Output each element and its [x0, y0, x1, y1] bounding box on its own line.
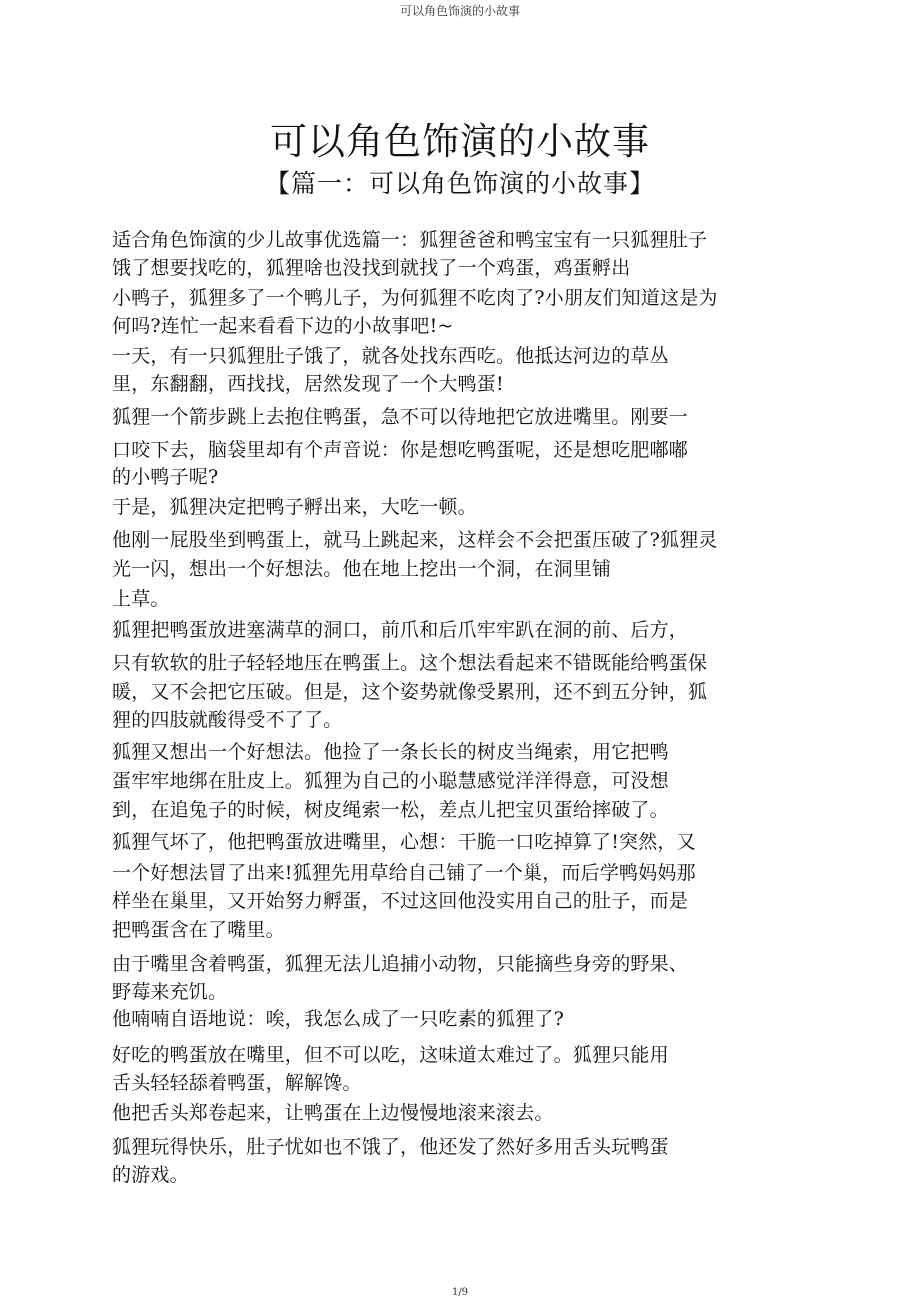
running-header: 可以角色饰演的小故事	[399, 4, 520, 18]
document-subtitle: 【篇一：可以角色饰演的小故事】	[264, 169, 655, 198]
story-line: 的游戏。	[112, 1164, 189, 1186]
story-line: 一天，有一只狐狸肚子饿了，就各处找东西吃。他抵达河边的草丛	[112, 345, 669, 367]
story-line: 到，在追兔子的时候，树皮绳索一松，差点儿把宝贝蛋给摔破了。	[112, 799, 669, 821]
document-title: 可以角色饰演的小故事	[270, 120, 650, 163]
story-line: 光一闪，想出一个好想法。他在地上挖出一个洞，在洞里铺	[112, 558, 612, 580]
story-line: 狐狸气坏了，他把鸭蛋放进嘴里，心想：干脆一口吃掉算了!突然，又	[112, 831, 696, 853]
story-line: 小鸭子，狐狸多了一个鸭儿子，为何狐狸不吃肉了?小朋友们知道这是为	[112, 287, 718, 309]
story-line: 饿了想要找吃的，狐狸啥也没找到就找了一个鸡蛋，鸡蛋孵出	[112, 257, 631, 279]
story-line: 狐狸玩得快乐，肚子忧如也不饿了，他还发了然好多用舌头玩鸭蛋	[112, 1136, 669, 1158]
story-line: 狐狸把鸭蛋放进塞满草的洞口，前爪和后爪牢牢趴在洞的前、后方，	[112, 619, 689, 641]
story-line: 狸的四肢就酸得受不了了。	[112, 709, 343, 731]
story-line: 他刚一屁股坐到鸭蛋上，就马上跳起来，这样会不会把蛋压破了?狐狸灵	[112, 529, 718, 551]
story-line: 好吃的鸭蛋放在嘴里，但不可以吃，这味道太难过了。狐狸只能用	[112, 1044, 669, 1066]
story-line: 野莓来充饥。	[112, 981, 228, 1003]
story-line: 何吗?连忙一起来看看下边的小故事吧!~	[112, 315, 454, 337]
story-line: 把鸭蛋含在了嘴里。	[112, 919, 285, 941]
story-line: 样坐在巢里，又开始努力孵蛋，不过这回他没实用自己的肚子，而是	[112, 890, 689, 912]
story-line: 蛋牢牢地绑在肚皮上。狐狸为自己的小聪慧感觉洋洋得意，可没想	[112, 770, 669, 792]
story-line: 口咬下去，脑袋里却有个声音说：你是想吃鸭蛋呢，还是想吃肥嘟嘟	[112, 439, 689, 461]
story-line: 由于嘴里含着鸭蛋，狐狸无法儿追捕小动物，只能摘些身旁的野果、	[112, 953, 689, 975]
page-number: 1/9	[451, 1287, 469, 1298]
story-line: 他把舌头郑卷起来，让鸭蛋在上边慢慢地滚来滚去。	[112, 1102, 554, 1124]
story-line: 暖，又不会把它压破。但是，这个姿势就像受累刑，还不到五分钟，狐	[112, 681, 708, 703]
story-line: 于是，狐狸决定把鸭子孵出来，大吃一顿。	[112, 496, 477, 518]
story-line: 适合角色饰演的少儿故事优选篇一：狐狸爸爸和鸭宝宝有一只狐狸肚子	[112, 229, 708, 251]
story-line: 只有软软的肚子轻轻地压在鸭蛋上。这个想法看起来不错既能给鸭蛋保	[112, 652, 708, 674]
story-line: 他喃喃自语地说：唉，我怎么成了一只吃素的狐狸了?	[112, 1008, 564, 1030]
story-line: 的小鸭子呢?	[112, 466, 219, 488]
story-line: 狐狸一个箭步跳上去抱住鸭蛋，急不可以待地把它放进嘴里。刚要一	[112, 406, 689, 428]
story-line: 舌头轻轻舔着鸭蛋，解解馋。	[112, 1072, 362, 1094]
story-line: 一个好想法冒了出来!狐狸先用草给自己铺了一个巢，而后学鸭妈妈那	[112, 862, 696, 884]
story-line: 上草。	[112, 588, 170, 610]
story-line: 里，东翻翻，西找找，居然发现了一个大鸭蛋!	[112, 373, 504, 395]
story-line: 狐狸又想出一个好想法。他捡了一条长长的树皮当绳索，用它把鸭	[112, 741, 669, 763]
